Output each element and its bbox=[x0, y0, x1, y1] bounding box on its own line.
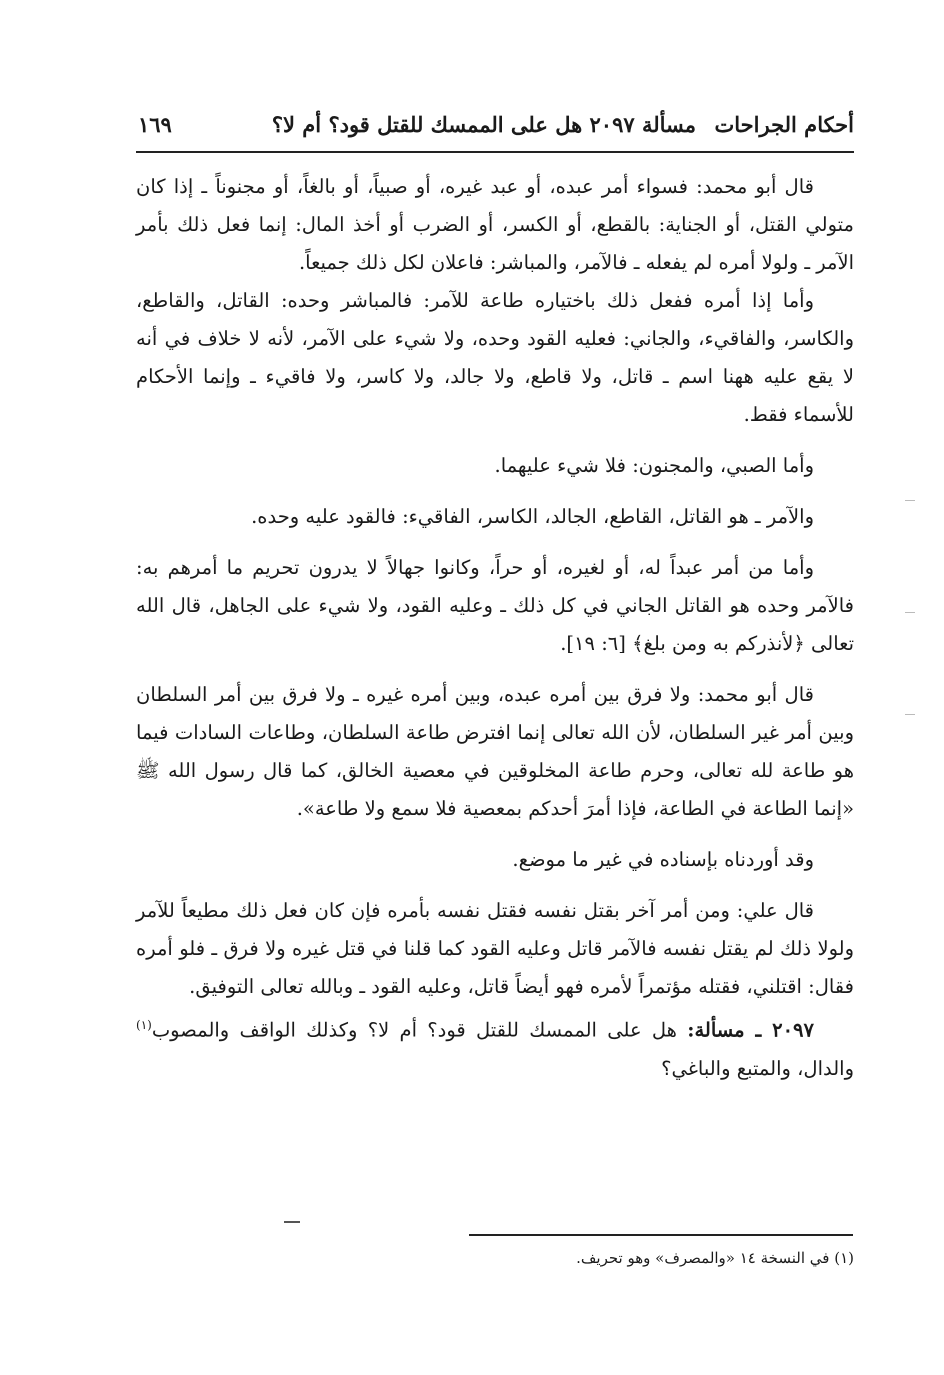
issue-title: مسألة ٢٠٩٧ هل على الممسك للقتل قود؟ أم لا؟ bbox=[271, 112, 696, 137]
page-body bbox=[136, 168, 854, 1088]
margin-mark bbox=[905, 714, 915, 715]
margin-mark bbox=[905, 500, 915, 501]
footnote-rule bbox=[469, 1234, 853, 1236]
footnote: (١) في النسخة ١٤ «والمصرف» وهو تحريف. bbox=[576, 1249, 854, 1267]
issue-text-after: والدال، والمتبع والباغي؟ bbox=[661, 1056, 854, 1080]
paragraph: والآمر ـ هو القاتل، القاطع، الجالد، الكاسر، الفاقيء: فالقود عليه وحده. bbox=[251, 505, 814, 528]
paragraph: وأما من أمر عبداً له، أو لغيره، أو حراً، وكانوا جهالاً لا يدرون تحريم ما أمرهم به: فالآمر وحده هو القاتل الجاني في كل ذلك ـ وعليه القود، ولا شيء على الجاهل، قال الله تعالى ﴿لأنذركم به ومن بلغ﴾ [٦: ١٩]. bbox=[136, 556, 854, 655]
footnote-ref: (١) bbox=[136, 1018, 152, 1032]
paragraph: قال علي: ومن أمر آخر بقتل نفسه فقتل نفسه بأمره فإن كان فعل ذلك مطيعاً للآمر ولولا ذلك لم يقتل نفسه فالآمر قاتل وعليه القود كما قلنا في قتل غيره ولا فرق ـ فلو أمره فقال: اقتلني، فقتله مؤتمراً لأمره فهو أيضاً قاتل، وعليه القود ـ وبالله تعالى التوفيق. bbox=[136, 899, 854, 998]
paragraph: وأما إذا أمره ففعل ذلك باختياره طاعة للآمر: فالمباشر وحده: القاتل، والقاطع، والكاسر، والفاقيء، والجاني: فعليه القود وحده، ولا شيء على الآمر، لأنه لا خلاف في أنه لا يقع عليه ههنا اسم ـ قاتل، ولا قاطع، ولا جالد، ولا كاسر، ولا فاقيء ـ وإنما الأحكام للأسماء فقط. bbox=[136, 289, 854, 426]
margin-mark bbox=[905, 612, 915, 613]
issue-number: ٢٠٩٧ ـ مسألة: bbox=[687, 1018, 815, 1042]
stray-dash bbox=[284, 1221, 300, 1223]
issue-text: هل على الممسك للقتل قود؟ أم لا؟ وكذلك الواقف والمصوب bbox=[151, 1018, 677, 1042]
issue-heading bbox=[136, 1006, 854, 1088]
paragraph: وقد أوردناه بإسناده في غير ما موضع. bbox=[512, 848, 814, 871]
paragraph: قال أبو محمد: فسواء أمر عبده، أو عبد غيره، أو صبياً، أو بالغاً، أو مجنوناً ـ إذا كان متولي القتل، أو الجناية: بالقطع، أو الكسر، أو الضرب أو أخذ المال: إنما فعل ذلك بأمر الآمر ـ ولولا أمره لم يفعله ـ فالآمر، والمباشر: فاعلان لكل ذلك جميعاً. bbox=[136, 175, 854, 274]
page-number: ١٦٩ bbox=[138, 112, 172, 137]
header-rule bbox=[136, 151, 854, 153]
book-title: أحكام الجراحات bbox=[714, 112, 854, 137]
paragraph: وأما الصبي، والمجنون: فلا شيء عليهما. bbox=[494, 454, 814, 477]
paragraph: قال أبو محمد: ولا فرق بين أمره عبده، وبين أمره غيره ـ ولا فرق بين أمر السلطان وبين أمر غير السلطان، لأن الله تعالى إنما افترض طاعة السلطان، وطاعات السادات فيما هو طاعة لله تعالى، وحرم طاعة المخلوقين في معصية الخالق، كما قال رسول الله ﷺ «إنما الطاعة في الطاعة، فإذا أمرَ أحدكم بمعصية فلا سمع ولا طاعة». bbox=[136, 683, 854, 820]
running-header bbox=[136, 104, 854, 150]
